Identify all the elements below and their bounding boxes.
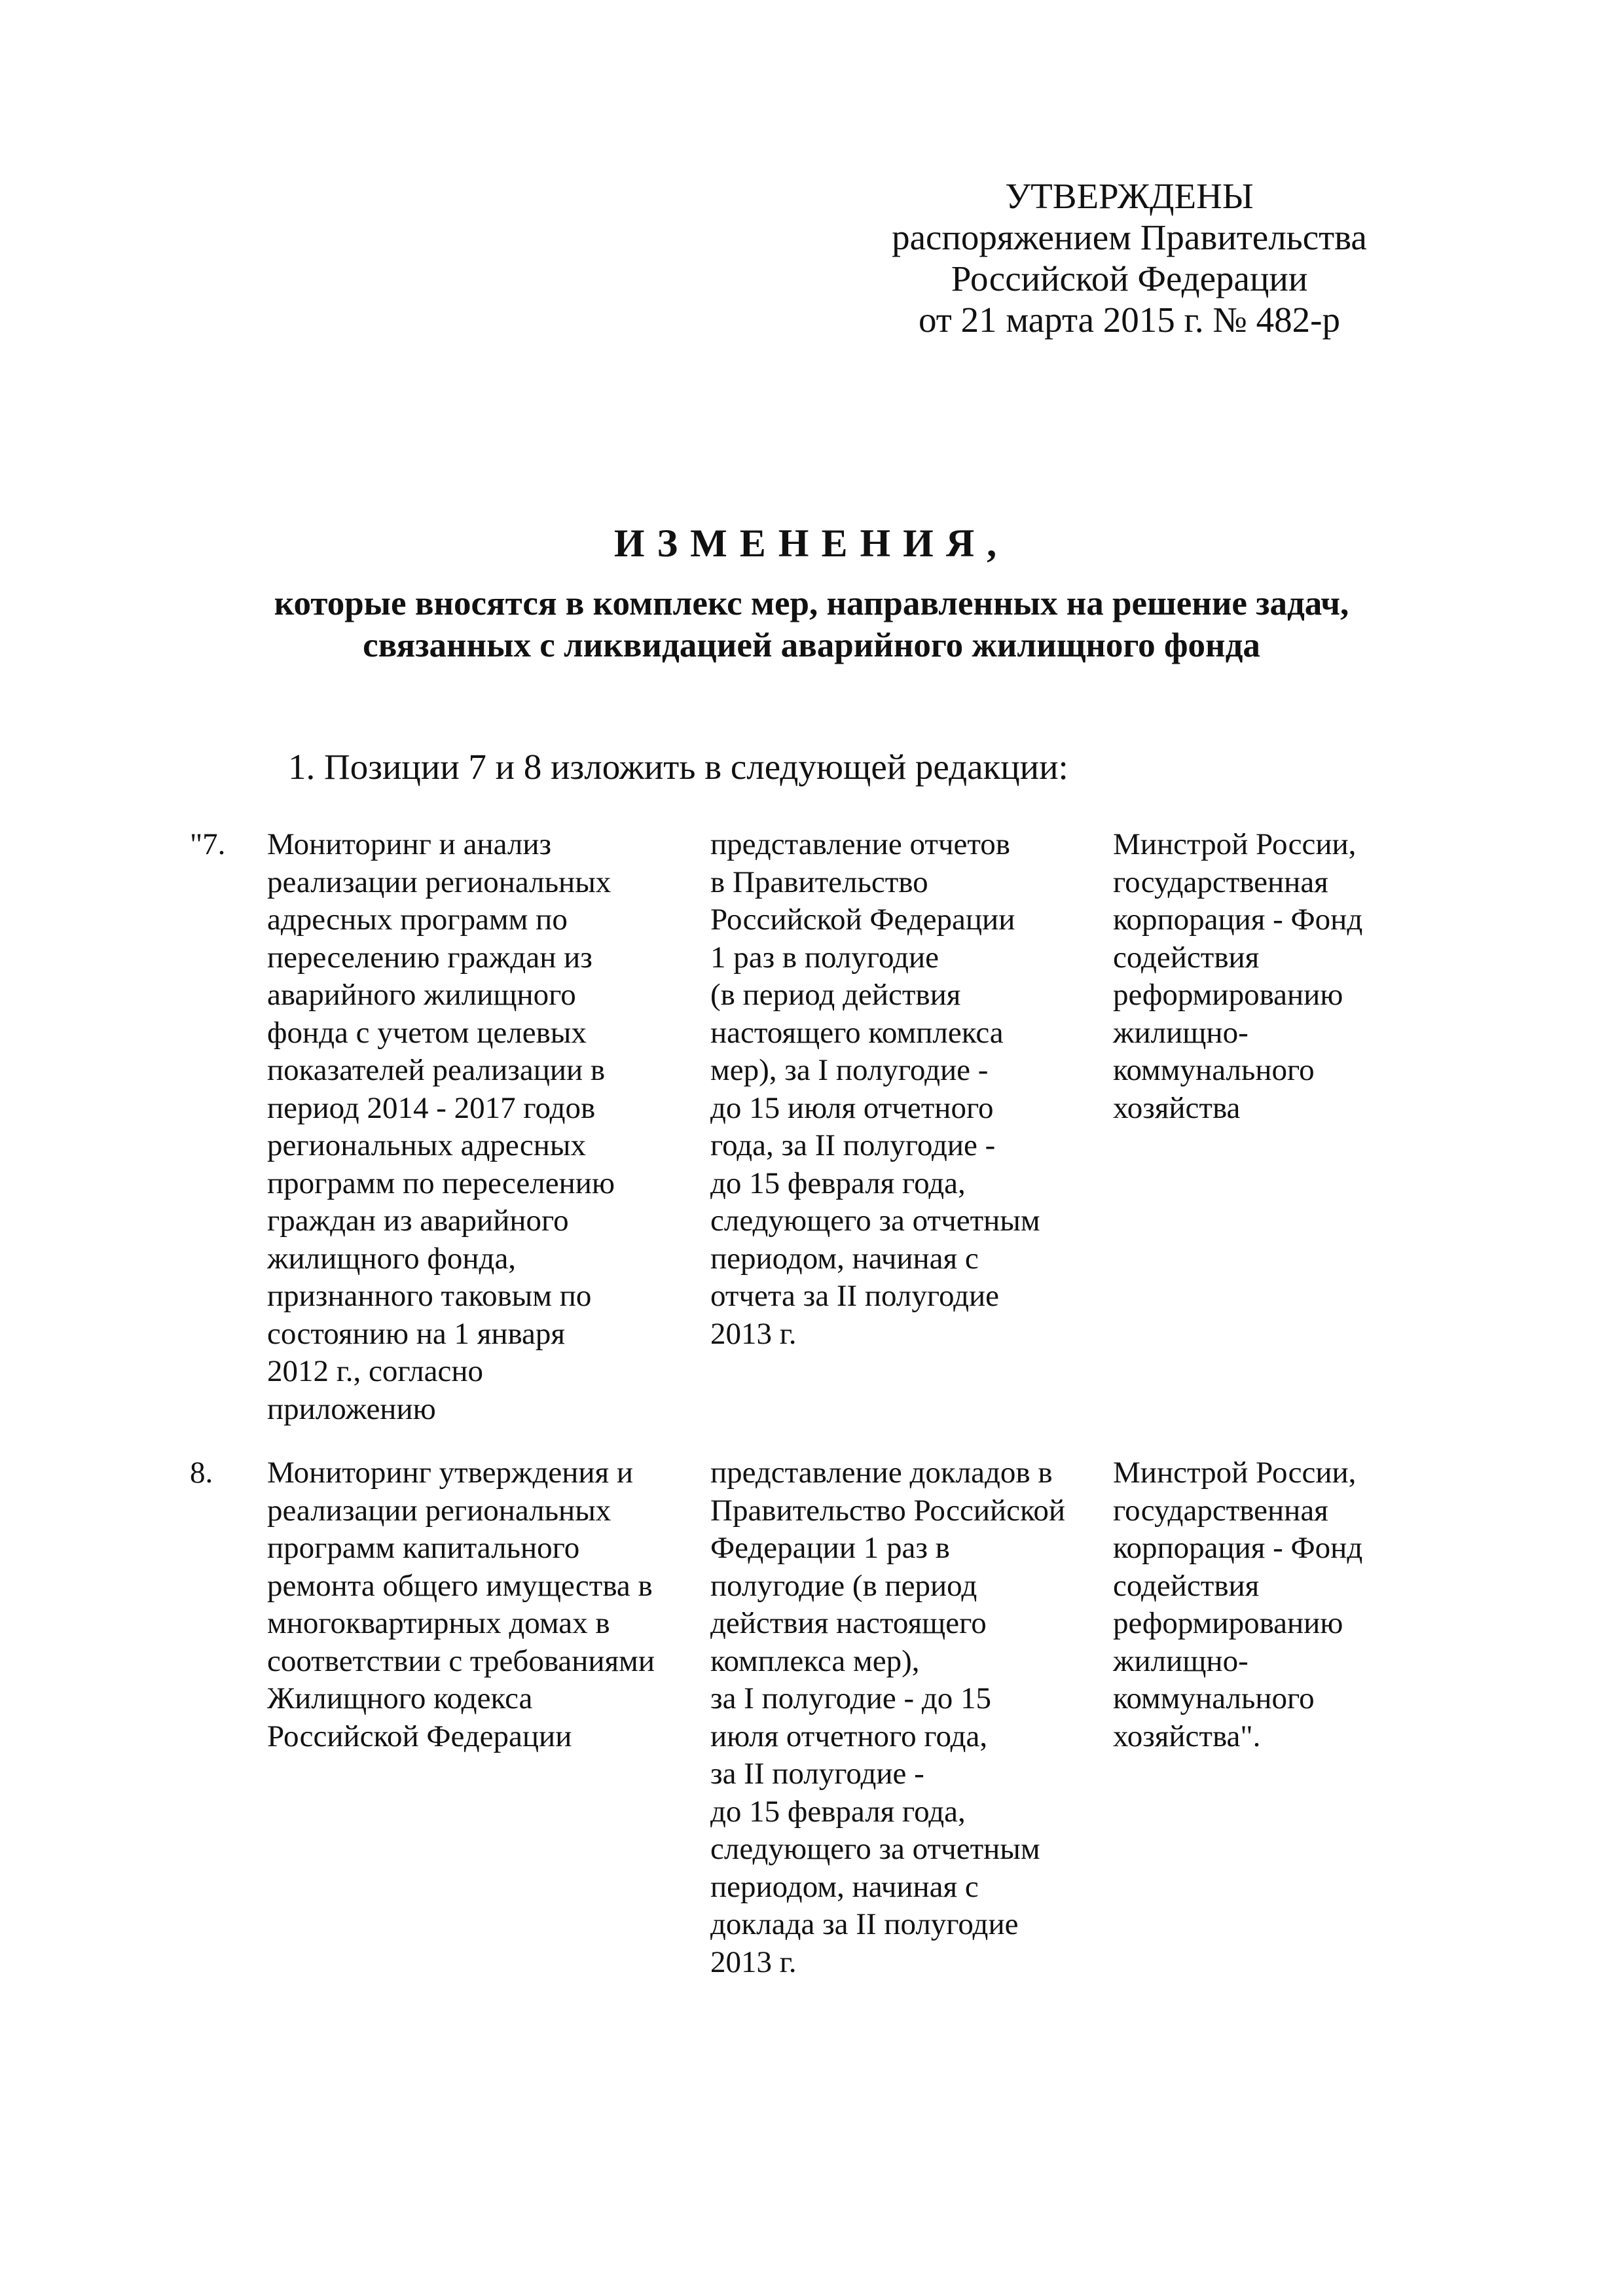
cell-line: следующего за отчетным [710, 1204, 1040, 1238]
item-responsible [1113, 1454, 1480, 1755]
cell-line: реформированию [1113, 1606, 1343, 1640]
cell-line: аварийного жилищного [267, 978, 576, 1012]
cell-line: действия настоящего [710, 1606, 987, 1640]
cell-line: Мониторинг утверждения и [267, 1456, 634, 1490]
approval-date-number: от 21 марта 2015 г. № 482-р [919, 300, 1340, 340]
lead-paragraph: 1. Позиции 7 и 8 изложить в следующей редакции: [288, 747, 1068, 787]
item-responsible [1113, 826, 1480, 1127]
cell-line: до 15 февраля года, [710, 1794, 966, 1829]
cell-line: 2013 г. [710, 1316, 797, 1351]
cell-line: программ капитального [267, 1531, 580, 1565]
cell-line: государственная [1113, 865, 1328, 899]
cell-line: за II полугодие - [710, 1757, 924, 1791]
item-name [267, 1454, 693, 1755]
cell-line: хозяйства [1113, 1090, 1241, 1125]
item-name [267, 826, 693, 1428]
item-report-form [710, 826, 1103, 1353]
cell-line: содействия [1113, 940, 1260, 975]
cell-line: состоянию на 1 января [267, 1316, 566, 1351]
cell-line: жилищно- [1113, 1015, 1249, 1050]
cell-line: период 2014 - 2017 годов [267, 1090, 596, 1125]
cell-line: Минстрой России, [1113, 1456, 1357, 1490]
subtitle-line: связанных с ликвидацией аварийного жилищного фонда [363, 626, 1260, 664]
cell-line: многоквартирных домах в [267, 1606, 610, 1640]
cell-line: года, за II полугодие - [710, 1128, 996, 1162]
cell-line: отчета за II полугодие [710, 1279, 1000, 1313]
approval-line: Российской Федерации [951, 259, 1308, 298]
cell-line: Российской Федерации [710, 903, 1015, 937]
approval-heading: УТВЕРЖДЕНЫ [1005, 176, 1254, 216]
cell-line: полугодие (в период [710, 1568, 977, 1603]
cell-line: Российской Федерации [267, 1719, 572, 1753]
cell-line: содействия [1113, 1568, 1260, 1603]
cell-line: Жилищного кодекса [267, 1681, 533, 1715]
cell-line: реализации региональных [267, 865, 611, 899]
cell-line: граждан из аварийного [267, 1204, 569, 1238]
cell-line: следующего за отчетным [710, 1832, 1040, 1866]
cell-line: до 15 июля отчетного [710, 1090, 994, 1125]
approval-line: распоряжением Правительства [892, 217, 1367, 257]
cell-line: адресных программ по [267, 903, 568, 937]
cell-line: до 15 февраля года, [710, 1166, 966, 1200]
document-title: ИЗМЕНЕНИЯ, [613, 522, 1010, 565]
cell-line: в Правительство [710, 865, 928, 899]
cell-line: представление отчетов [710, 827, 1010, 861]
cell-line: соответствии с требованиями [267, 1643, 655, 1678]
cell-line: жилищного фонда, [267, 1241, 517, 1276]
cell-line: реализации региональных [267, 1493, 611, 1528]
cell-line: программ по переселению [267, 1166, 615, 1200]
item-number: 8. [190, 1456, 213, 1490]
cell-line: реформированию [1113, 978, 1343, 1012]
cell-line: признанного таковым по [267, 1279, 592, 1313]
approval-block [851, 175, 1408, 340]
cell-line: доклада за II полугодие [710, 1907, 1019, 1941]
cell-line: Правительство Российской [710, 1493, 1066, 1528]
cell-line: 2013 г. [710, 1945, 797, 1979]
cell-line: июля отчетного года, [710, 1719, 988, 1753]
cell-line: (в период действия [710, 978, 961, 1012]
cell-line: приложению [267, 1391, 436, 1426]
cell-line: периодом, начиная с [710, 1241, 979, 1276]
cell-line: региональных адресных [267, 1128, 586, 1162]
cell-line: 1 раз в полугодие [710, 940, 939, 975]
cell-line: Федерации 1 раз в [710, 1531, 950, 1565]
cell-line: корпорация - Фонд [1113, 903, 1363, 937]
cell-line: фонда с учетом целевых [267, 1015, 587, 1050]
cell-line: за I полугодие - до 15 [710, 1681, 992, 1715]
cell-line: корпорация - Фонд [1113, 1531, 1363, 1565]
document-subtitle [0, 583, 1623, 666]
cell-line: жилищно- [1113, 1643, 1249, 1678]
item-report-form [710, 1454, 1103, 1981]
cell-line: представление докладов в [710, 1456, 1053, 1490]
cell-line: коммунального [1113, 1681, 1315, 1715]
cell-line: переселению граждан из [267, 940, 593, 975]
cell-line: Мониторинг и анализ [267, 827, 552, 861]
cell-line: Минстрой России, [1113, 827, 1357, 861]
cell-line: ремонта общего имущества в [267, 1568, 653, 1603]
cell-line: настоящего комплекса [710, 1015, 1004, 1050]
cell-line: 2012 г., согласно [267, 1354, 484, 1388]
item-number: "7. [190, 827, 226, 861]
cell-line: хозяйства". [1113, 1719, 1261, 1753]
cell-line: коммунального [1113, 1053, 1315, 1087]
cell-line: мер), за I полугодие - [710, 1053, 989, 1087]
cell-line: периодом, начиная с [710, 1869, 979, 1904]
cell-line: комплекса мер), [710, 1643, 920, 1678]
cell-line: государственная [1113, 1493, 1328, 1528]
cell-line: показателей реализации в [267, 1053, 606, 1087]
subtitle-line: которые вносятся в комплекс мер, направленных на решение задач, [274, 584, 1349, 622]
